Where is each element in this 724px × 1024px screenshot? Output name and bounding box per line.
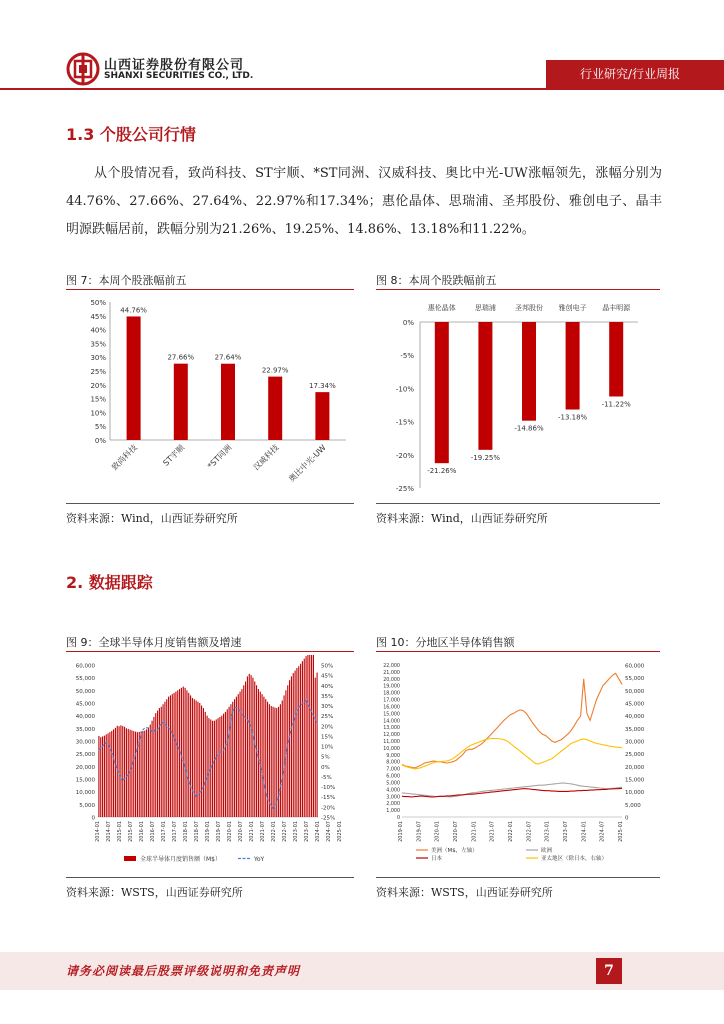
- bar: [186, 690, 187, 817]
- y-left-tick-label: 1,000: [386, 809, 400, 815]
- x-tick-label: 2018-07: [193, 821, 200, 842]
- bar: [311, 655, 312, 817]
- y-left-tick-label: 0: [396, 816, 400, 821]
- bar: [159, 708, 160, 817]
- x-tick-label: 汉威科技: [251, 443, 281, 473]
- bar: [289, 680, 290, 817]
- bar: [478, 322, 492, 450]
- header-divider: [0, 88, 724, 90]
- y-left-tick-label: 8,000: [386, 760, 400, 766]
- bar: [291, 676, 292, 817]
- bar: [300, 664, 301, 817]
- y-right-tick-label: 35,000: [625, 726, 645, 733]
- y-left-tick-label: 15,000: [75, 777, 95, 784]
- x-tick-label: 2017-07: [171, 821, 178, 842]
- bar: [295, 671, 296, 817]
- figure8-chart: [376, 292, 660, 502]
- bar: [236, 697, 237, 817]
- bar: [274, 708, 275, 817]
- x-tick-label: 2022-07: [281, 821, 288, 842]
- bar: [317, 673, 318, 817]
- y-tick-label: 40%: [90, 326, 106, 335]
- section-paragraph: 从个股情况看，致尚科技、ST宇顺、*ST同洲、汉威科技、奥比中光-UW涨幅领先，涨幅分别为44.76%、27.66%、27.64%、22.97%和17.34%；惠伦晶体、思瑞浦、圣邦股份、雅创电子、晶丰明源跌幅居前，跌幅分别为21.26%、19.25%、14.86%、13.18%和11.22%。: [66, 166, 662, 237]
- bar: [102, 736, 103, 817]
- y-right-tick-label: -20%: [321, 805, 336, 812]
- series-line: [402, 788, 622, 797]
- bar: [109, 732, 110, 817]
- bar: [185, 688, 186, 817]
- bar: [144, 731, 145, 817]
- figure7-top-rule: [66, 289, 354, 290]
- y-left-tick-label: 7,000: [386, 767, 400, 773]
- x-tick-label: 2021-01: [471, 821, 478, 842]
- bar: [225, 712, 226, 817]
- legend-label: 欧洲: [541, 848, 553, 854]
- x-tick-label: 2017-01: [160, 821, 167, 842]
- x-tick-label: 2016-07: [149, 821, 156, 842]
- page-number: 7: [596, 958, 622, 984]
- bar: [183, 687, 184, 817]
- bar: [254, 681, 255, 817]
- bar: [218, 718, 219, 817]
- y-tick-label: -10%: [395, 385, 414, 394]
- y-right-tick-label: 25%: [321, 714, 334, 721]
- y-right-tick-label: -5%: [321, 774, 332, 781]
- bar: [115, 728, 116, 817]
- bar: [230, 704, 231, 817]
- x-tick-label: 2021-07: [489, 821, 496, 842]
- legend-label-sales: 全球半导体月度销售额（M$）: [140, 856, 221, 863]
- y-tick-label: 10%: [90, 409, 106, 418]
- y-tick-label: 50%: [90, 299, 106, 307]
- bar: [227, 709, 228, 817]
- bar: [566, 322, 580, 410]
- data-label: 27.66%: [167, 353, 195, 362]
- company-name-en: SHANXI SECURITIES CO., LTD.: [104, 71, 254, 81]
- bar: [172, 694, 173, 817]
- x-tick-label: 奥比中光-UW: [287, 443, 328, 484]
- y-right-tick-label: 40,000: [625, 714, 645, 721]
- y-left-tick-label: 21,000: [383, 670, 400, 676]
- bar: [155, 713, 156, 817]
- bar: [214, 721, 215, 817]
- y-right-tick-label: 50,000: [625, 688, 645, 695]
- bar: [208, 718, 209, 817]
- x-tick-label: 圣邦股份: [515, 304, 543, 312]
- x-tick-label: 2019-07: [215, 821, 222, 842]
- bar: [269, 704, 270, 817]
- x-tick-label: 2022-07: [526, 821, 533, 842]
- y-left-tick-label: 3,000: [386, 795, 400, 801]
- y-right-tick-label: 45%: [321, 673, 334, 680]
- y-right-tick-label: 30%: [321, 704, 334, 711]
- y-right-tick-label: 20%: [321, 724, 334, 731]
- y-left-tick-label: 19,000: [383, 684, 400, 690]
- bar: [106, 734, 107, 817]
- y-left-tick-label: 4,000: [386, 788, 400, 794]
- x-tick-label: 2020-07: [237, 821, 244, 842]
- bar: [174, 693, 175, 817]
- y-right-tick-label: 45,000: [625, 701, 645, 708]
- bar: [280, 704, 281, 817]
- y-right-tick-label: 50%: [321, 663, 334, 670]
- footer-disclaimer: 请务必阅读最后股票评级说明和免责声明: [66, 964, 301, 978]
- y-tick-label: 15%: [90, 395, 106, 404]
- bar: [199, 703, 200, 817]
- bar: [126, 728, 127, 817]
- logo-icon: [66, 52, 100, 86]
- bar: [207, 716, 208, 817]
- figure8-title: 图 8：本周个股跌幅前五: [376, 274, 497, 287]
- figure9-top-rule: [66, 651, 354, 652]
- bar: [127, 316, 141, 440]
- series-line: [402, 739, 622, 769]
- company-name-cn: 山西证券股份有限公司: [104, 58, 245, 73]
- y-tick-label: 30%: [90, 354, 106, 363]
- bar: [223, 714, 224, 817]
- figure10-chart: [376, 655, 660, 875]
- section-title-1-3: 1.3 个股公司行情: [66, 125, 196, 144]
- x-tick-label: 2022-01: [508, 821, 514, 842]
- bar: [168, 697, 169, 817]
- data-label: 27.64%: [214, 353, 242, 362]
- bar: [304, 659, 305, 817]
- bar: [268, 377, 282, 440]
- bar: [119, 726, 120, 817]
- bar: [306, 656, 307, 817]
- legend-label: 日本: [431, 856, 443, 862]
- bar: [194, 699, 195, 817]
- y-left-tick-label: 17,000: [383, 698, 400, 704]
- y-left-tick-label: 6,000: [386, 774, 400, 780]
- x-tick-label: 2019-01: [398, 821, 404, 842]
- bar: [181, 688, 182, 817]
- data-label: -21.26%: [427, 467, 457, 476]
- y-left-tick-label: 55,000: [75, 676, 95, 683]
- x-tick-label: 晶丰明源: [602, 304, 631, 312]
- x-tick-label: 2021-01: [248, 821, 255, 842]
- bar: [278, 707, 279, 817]
- bar: [139, 732, 140, 817]
- bar: [120, 725, 121, 817]
- y-tick-label: -20%: [395, 451, 414, 460]
- figure10-source: 资料来源：WSTS，山西证券研究所: [376, 886, 553, 899]
- bar: [435, 322, 449, 463]
- legend-swatch-sales: [124, 856, 136, 861]
- bar: [252, 678, 253, 817]
- bar: [190, 695, 191, 817]
- y-left-tick-label: 5,000: [386, 781, 400, 787]
- bar: [122, 726, 123, 817]
- y-tick-label: -15%: [395, 418, 414, 427]
- y-left-tick-label: 20,000: [75, 764, 95, 771]
- x-tick-label: 2024-01: [314, 821, 321, 842]
- y-left-tick-label: 15,000: [383, 712, 400, 718]
- x-tick-label: 2021-07: [259, 821, 266, 842]
- y-left-tick-label: 22,000: [383, 664, 400, 669]
- y-right-tick-label: 60,000: [625, 663, 645, 670]
- y-right-tick-label: 55,000: [625, 676, 645, 683]
- figure10-top-rule: [376, 651, 660, 652]
- bar: [260, 692, 261, 817]
- bar: [219, 717, 220, 817]
- y-right-tick-label: -25%: [321, 815, 336, 822]
- data-label: -13.18%: [557, 413, 588, 422]
- figure9-source: 资料来源：WSTS，山西证券研究所: [66, 886, 243, 899]
- bar: [276, 708, 277, 817]
- y-right-tick-label: 20,000: [625, 764, 645, 771]
- bar: [243, 685, 244, 817]
- legend-label-yoy: YoY: [254, 856, 265, 863]
- bar: [152, 721, 153, 817]
- bar: [201, 706, 202, 817]
- y-right-tick-label: 15,000: [625, 777, 645, 784]
- y-tick-label: -5%: [400, 352, 414, 361]
- bar: [124, 727, 125, 817]
- bar: [141, 731, 142, 817]
- y-left-tick-label: 14,000: [383, 719, 400, 725]
- x-tick-label: 2024-01: [581, 821, 588, 842]
- bar: [203, 708, 204, 817]
- bar: [315, 392, 329, 440]
- x-tick-label: 思瑞浦: [474, 304, 496, 312]
- bar: [216, 719, 217, 817]
- y-right-tick-label: 0%: [321, 764, 330, 771]
- x-tick-label: *ST同洲: [205, 443, 234, 471]
- y-right-tick-label: 35%: [321, 693, 334, 700]
- bar: [104, 736, 105, 817]
- x-tick-label: 2023-01: [292, 821, 299, 842]
- bar: [164, 702, 165, 817]
- bar: [197, 702, 198, 817]
- y-tick-label: 45%: [90, 312, 106, 321]
- bar: [192, 698, 193, 817]
- x-tick-label: 2019-07: [416, 821, 423, 842]
- bar: [111, 731, 112, 817]
- x-tick-label: 2023-07: [563, 821, 569, 842]
- y-tick-label: 0%: [402, 319, 414, 327]
- bar: [238, 694, 239, 817]
- legend-label: 美洲（M$，左轴）: [431, 848, 478, 854]
- bar: [263, 697, 264, 817]
- y-left-tick-label: 11,000: [383, 740, 400, 745]
- x-tick-label: 2016-01: [138, 821, 145, 842]
- bar: [150, 725, 151, 817]
- y-left-tick-label: 10,000: [383, 746, 400, 752]
- bar: [234, 699, 235, 817]
- y-right-tick-label: 5%: [321, 754, 330, 761]
- bar: [247, 676, 248, 817]
- bar: [245, 681, 246, 817]
- y-right-tick-label: 0: [625, 815, 629, 822]
- y-tick-label: 35%: [90, 340, 106, 349]
- bar: [262, 694, 263, 817]
- y-right-tick-label: 30,000: [625, 739, 645, 746]
- bar: [161, 707, 162, 817]
- data-label: -11.22%: [601, 400, 631, 409]
- bar: [113, 729, 114, 817]
- bar: [166, 699, 167, 817]
- y-tick-label: -25%: [395, 485, 414, 493]
- bar: [229, 707, 230, 817]
- y-right-tick-label: 25,000: [625, 752, 645, 759]
- y-left-tick-label: 0: [91, 815, 95, 822]
- y-tick-label: 25%: [90, 368, 106, 376]
- x-tick-label: 2024-07: [325, 821, 332, 842]
- y-left-tick-label: 50,000: [75, 688, 95, 695]
- bar: [175, 692, 176, 817]
- x-tick-label: 致尚科技: [110, 443, 140, 473]
- y-right-tick-label: 40%: [321, 683, 334, 690]
- bar: [188, 693, 189, 817]
- figure10-title: 图 10：分地区半导体销售额: [376, 636, 515, 649]
- x-tick-label: 2023-01: [544, 821, 551, 842]
- x-tick-label: 2015-07: [127, 821, 134, 842]
- bar: [148, 728, 149, 817]
- figure8-bottom-rule: [376, 503, 660, 504]
- x-tick-label: 2019-01: [204, 821, 211, 842]
- bar: [177, 690, 178, 817]
- figure7-title: 图 7：本周个股涨幅前五: [66, 274, 187, 287]
- x-tick-label: 2025-01: [336, 821, 343, 842]
- report-category: 行业研究/行业周报: [546, 60, 724, 88]
- y-left-tick-label: 5,000: [79, 802, 95, 809]
- figure9-bottom-rule: [66, 877, 354, 878]
- bar: [522, 322, 536, 421]
- figure8-top-rule: [376, 289, 660, 290]
- y-left-tick-label: 9,000: [386, 753, 400, 759]
- figure8-source: 资料来源：Wind，山西证券研究所: [376, 512, 548, 525]
- x-tick-label: 惠伦晶体: [427, 304, 456, 312]
- y-right-tick-label: 10,000: [625, 790, 645, 797]
- bar: [142, 731, 143, 817]
- bar: [135, 732, 136, 817]
- data-label: 22.97%: [261, 366, 289, 375]
- bar: [282, 700, 283, 817]
- data-label: 44.76%: [120, 306, 147, 315]
- x-tick-label: 2018-01: [182, 821, 189, 842]
- data-label: -19.25%: [470, 453, 501, 462]
- y-right-tick-label: 5,000: [625, 802, 641, 809]
- x-tick-label: 2020-01: [226, 821, 233, 842]
- bar: [133, 731, 134, 817]
- x-tick-label: 2014-01: [94, 821, 101, 842]
- y-right-tick-label: -15%: [321, 795, 336, 802]
- bar: [273, 707, 274, 817]
- bar: [309, 655, 310, 817]
- x-tick-label: ST宇顺: [161, 443, 187, 468]
- page-header: [0, 0, 724, 92]
- bar: [241, 689, 242, 817]
- bar: [265, 699, 266, 817]
- y-right-tick-label: 10%: [321, 744, 334, 751]
- figure7-chart: [66, 292, 354, 502]
- bar: [146, 729, 147, 817]
- bar: [221, 364, 235, 440]
- company-logo: [66, 52, 100, 86]
- x-tick-label: 2023-07: [303, 821, 310, 842]
- bar: [271, 706, 272, 817]
- bar: [131, 730, 132, 817]
- y-tick-label: 0%: [94, 437, 106, 445]
- bar: [313, 655, 314, 817]
- bar: [249, 674, 250, 817]
- figure10-bottom-rule: [376, 877, 660, 878]
- bar: [302, 661, 303, 817]
- x-tick-label: 2020-01: [434, 821, 441, 842]
- y-right-tick-label: 15%: [321, 734, 334, 741]
- x-tick-label: 2020-07: [453, 821, 459, 842]
- figure9-chart: [66, 655, 354, 875]
- bar: [205, 712, 206, 817]
- y-right-tick-label: -10%: [321, 785, 336, 792]
- bar: [284, 695, 285, 817]
- legend-label: 亚太地区（除日本，右轴）: [541, 856, 608, 862]
- bar: [196, 700, 197, 817]
- bar: [157, 711, 158, 817]
- bar: [315, 678, 316, 817]
- x-tick-label: 2015-01: [116, 821, 123, 842]
- y-left-tick-label: 20,000: [383, 677, 400, 683]
- section-title-2: 2. 数据跟踪: [66, 573, 153, 592]
- y-left-tick-label: 30,000: [75, 739, 95, 746]
- x-tick-label: 2024-07: [599, 821, 606, 842]
- y-tick-label: 5%: [94, 423, 106, 432]
- bar: [174, 364, 188, 440]
- y-left-tick-label: 25,000: [75, 752, 95, 759]
- bar: [258, 689, 259, 817]
- y-left-tick-label: 2,000: [386, 802, 400, 808]
- y-left-tick-label: 13,000: [383, 726, 400, 732]
- bar: [251, 675, 252, 817]
- bar: [130, 730, 131, 817]
- figure7-source: 资料来源：Wind，山西证券研究所: [66, 512, 238, 525]
- figure9-title: 图 9：全球半导体月度销售额及增速: [66, 636, 242, 649]
- x-tick-label: 雅创电子: [558, 304, 587, 312]
- y-left-tick-label: 10,000: [75, 790, 95, 797]
- bar: [98, 736, 99, 817]
- bar: [298, 666, 299, 817]
- bar: [296, 668, 297, 817]
- data-label: -14.86%: [514, 424, 544, 433]
- y-left-tick-label: 16,000: [383, 705, 400, 711]
- bar: [307, 655, 308, 817]
- x-tick-label: 2022-01: [270, 821, 277, 842]
- figure7-bottom-rule: [66, 503, 354, 504]
- data-label: 17.34%: [309, 382, 336, 391]
- y-tick-label: 20%: [90, 381, 106, 390]
- x-tick-label: 2014-07: [105, 821, 112, 842]
- x-tick-label: 2025-01: [618, 821, 624, 842]
- y-left-tick-label: 60,000: [75, 663, 95, 670]
- y-left-tick-label: 40,000: [75, 714, 95, 721]
- y-left-tick-label: 18,000: [383, 691, 400, 697]
- bar: [609, 322, 623, 397]
- bar: [232, 702, 233, 817]
- series-line: [402, 673, 622, 768]
- y-left-tick-label: 12,000: [383, 733, 400, 739]
- y-left-tick-label: 45,000: [75, 701, 95, 708]
- bar: [212, 721, 213, 817]
- bar: [293, 673, 294, 817]
- bar: [221, 716, 222, 817]
- bar: [170, 695, 171, 817]
- y-left-tick-label: 35,000: [75, 726, 95, 733]
